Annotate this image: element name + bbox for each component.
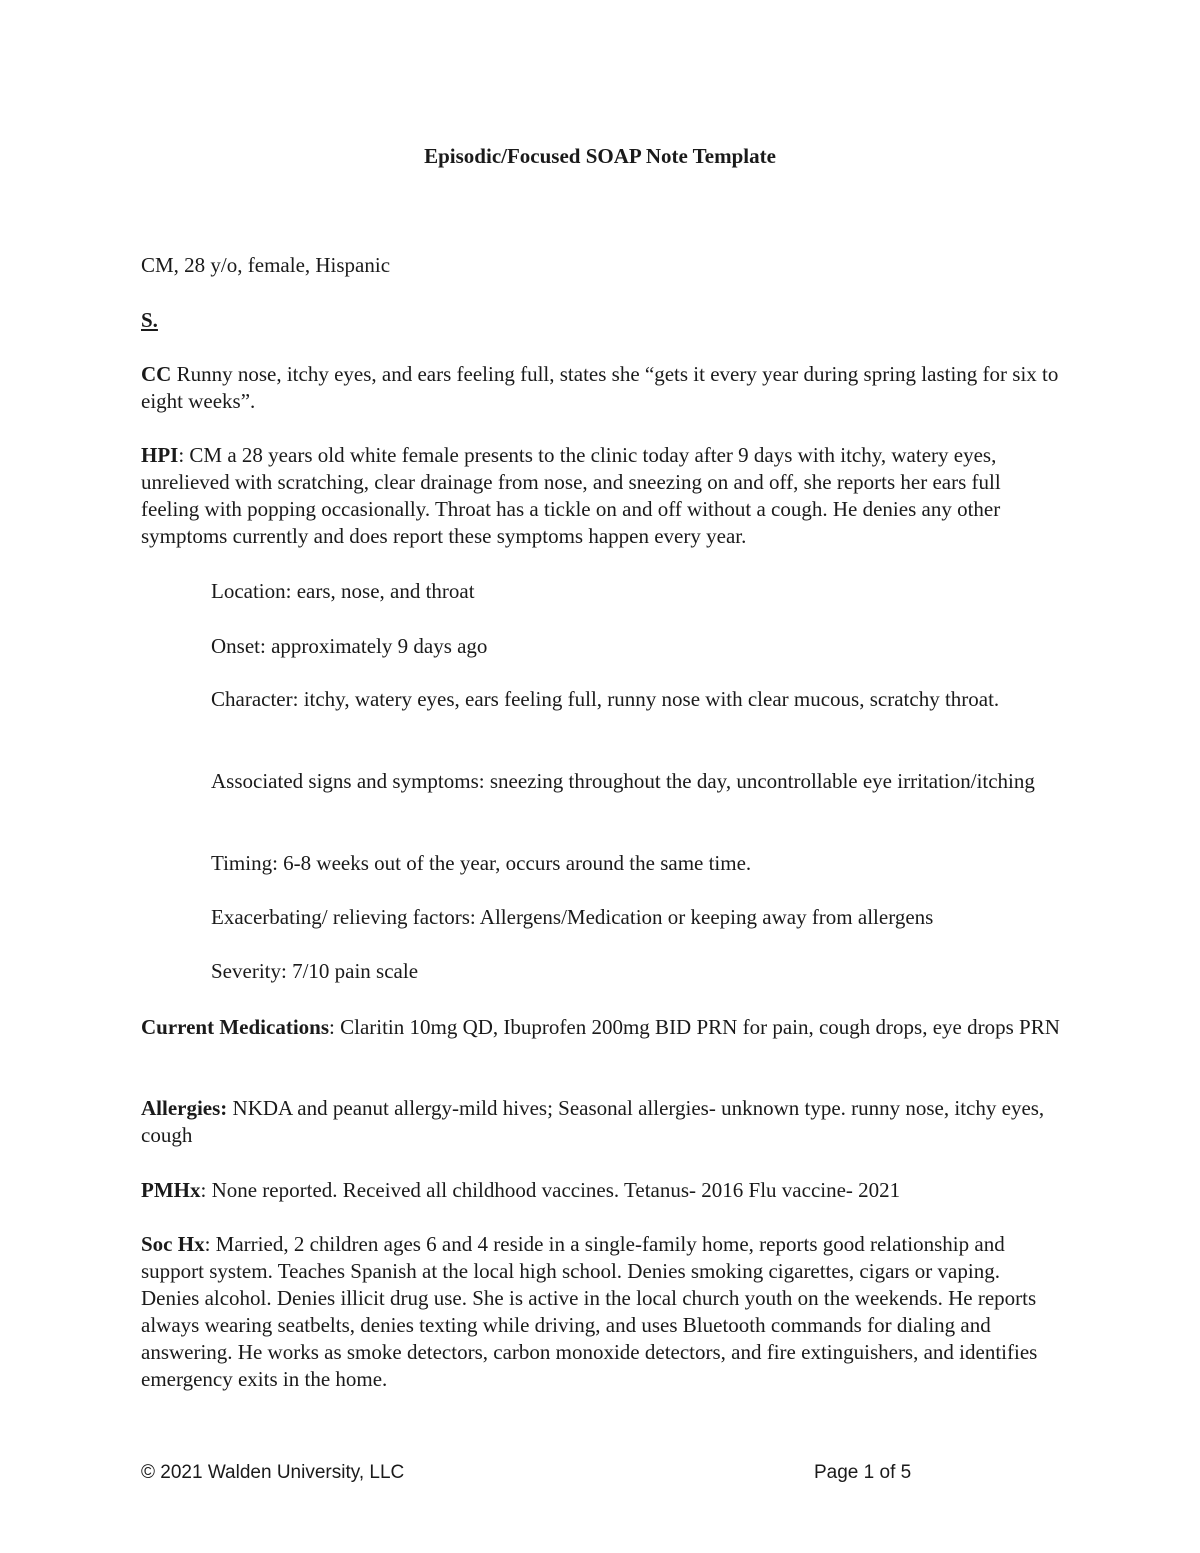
soc-hx-text: : Married, 2 children ages 6 and 4 reside in a single-family home, reports good relationship and support system. Teaches Spanish at the local high school. Denies smoking cigarettes, cigars or vaping. Denies alcohol. Denies illicit drug use. She is active in the local church youth on the weekends. He reports always wearing seatbelts, denies texting while driving, and uses Bluetooth commands for dialing and answering. He works as smoke detectors, carbon monoxide detectors, and fire extinguishers, and identifies emergency exits in the home. xyxy=(141,1232,1038,1391)
hpi-item-onset: Onset: approximately 9 days ago xyxy=(211,634,488,658)
current-medications xyxy=(141,1014,1061,1041)
patient-line: CM, 28 y/o, female, Hispanic xyxy=(141,253,391,277)
section-heading-s xyxy=(141,307,1061,334)
hpi-item-timing: Timing: 6-8 weeks out of the year, occurs around the same time. xyxy=(211,851,752,875)
social-history xyxy=(141,1231,1061,1393)
hpi-item-character: Character: itchy, watery eyes, ears feeling full, runny nose with clear mucous, scratchy throat. xyxy=(211,687,1000,711)
hpi-item-location: Location: ears, nose, and throat xyxy=(211,579,475,603)
hpi-text: : CM a 28 years old white female presents to the clinic today after 9 days with itchy, watery eyes, unrelieved with scratching, clear drainage from nose, and sneezing on and off, she reports her ears full feeling with popping occasionally. Throat has a tickle on and off without a cough. He denies any other symptoms currently and does report these symptoms happen every year. xyxy=(141,443,1001,548)
medications-text: : Claritin 10mg QD, Ibuprofen 200mg BID PRN for pain, cough drops, eye drops PRN xyxy=(329,1015,1060,1039)
document-title: Episodic/Focused SOAP Note Template xyxy=(424,144,776,168)
cc-label: CC xyxy=(141,362,172,386)
footer-page-number: Page 1 of 5 xyxy=(814,1462,912,1483)
pmhx-text: : None reported. Received all childhood vaccines. Tetanus- 2016 Flu vaccine- 2021 xyxy=(200,1178,901,1202)
hpi-item-associated: Associated signs and symptoms: sneezing throughout the day, uncontrollable eye irritation/itching xyxy=(211,769,1035,793)
hpi-item-severity: Severity: 7/10 pain scale xyxy=(211,959,419,983)
soc-hx-label: Soc Hx xyxy=(141,1232,205,1256)
footer-copyright: © 2021 Walden University, LLC xyxy=(141,1462,405,1483)
allergies xyxy=(141,1095,1061,1149)
medications-label: Current Medications xyxy=(141,1015,330,1039)
pmhx xyxy=(141,1177,1061,1204)
pmhx-label: PMHx xyxy=(141,1178,201,1202)
section-s-label: S. xyxy=(141,308,158,332)
hpi-label: HPI xyxy=(141,443,179,467)
hpi-item-exacerbating: Exacerbating/ relieving factors: Allergens/Medication or keeping away from allergens xyxy=(211,905,934,929)
chief-complaint xyxy=(141,361,1061,415)
allergies-text: NKDA and peanut allergy-mild hives; Seasonal allergies- unknown type. runny nose, itchy eyes, cough xyxy=(141,1096,1045,1147)
allergies-label: Allergies: xyxy=(141,1096,228,1120)
cc-text: Runny nose, itchy eyes, and ears feeling full, states she “gets it every year during spring lasting for six to eight weeks”. xyxy=(141,362,1059,413)
hpi-paragraph xyxy=(141,442,1061,550)
